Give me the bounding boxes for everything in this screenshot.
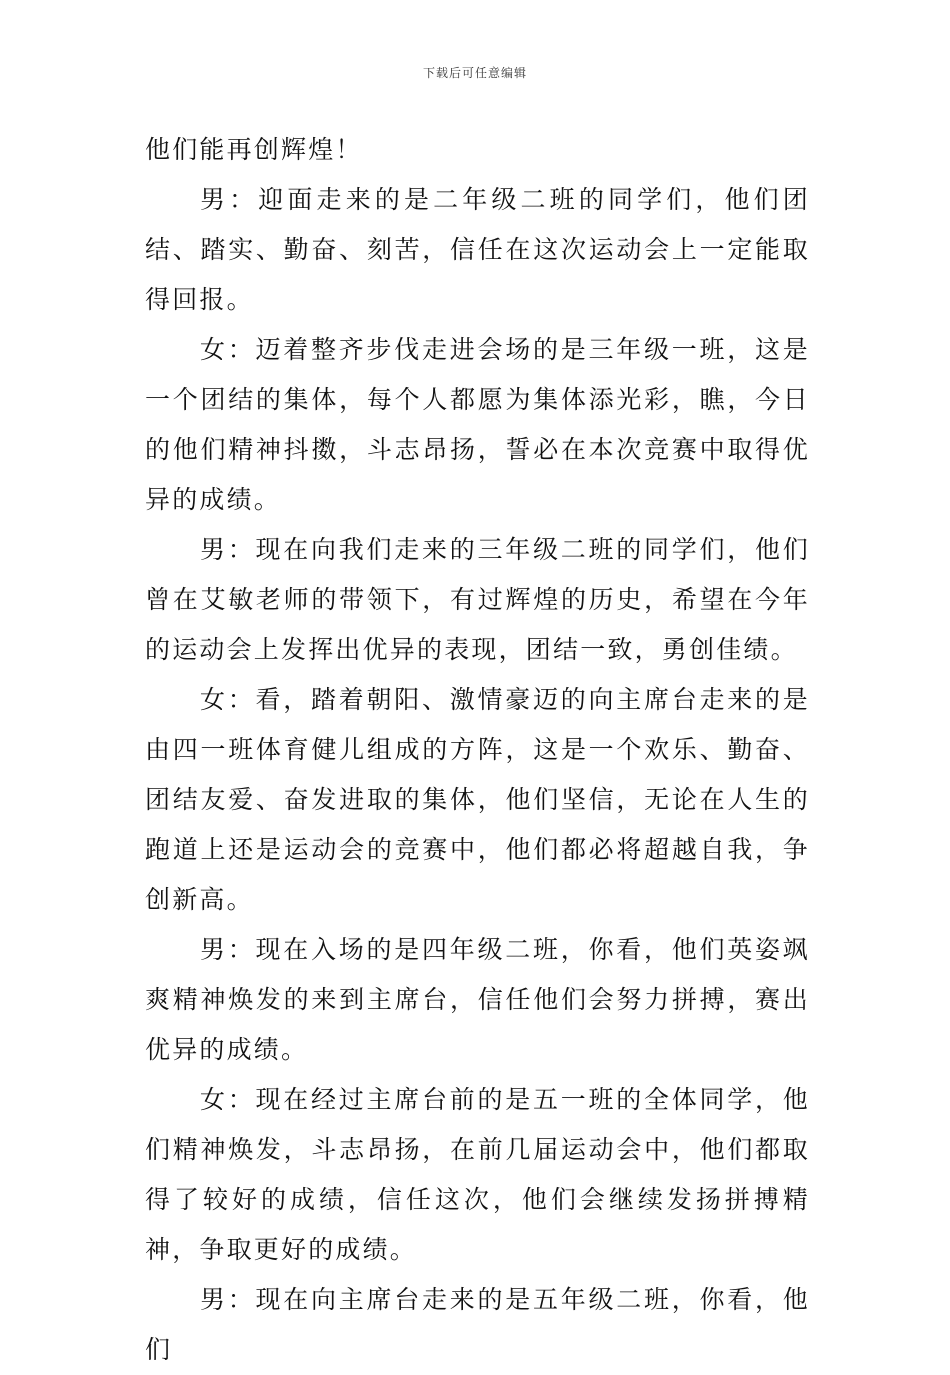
paragraph-2: 男：迎面走来的是二年级二班的同学们，他们团结、踏实、勤奋、刻苦，信任在这次运动会上一定能取得回报。: [145, 185, 810, 314]
paragraph-7: 女：现在经过主席台前的是五一班的全体同学，他们精神焕发，斗志昂扬，在前几届运动会中，他们都取得了较好的成绩，信任这次，他们会继续发扬拼搏精神，争取更好的成绩。: [145, 1085, 810, 1264]
paragraph-5: 女：看，踏着朝阳、激情豪迈的向主席台走来的是由四一班体育健儿组成的方阵，这是一个欢乐、勤奋、团结友爱、奋发进取的集体，他们坚信，无论在人生的跑道上还是运动会的竞赛中，他们都必将超越自我，争创新高。: [145, 685, 810, 914]
page-header: 下载后可任意编辑: [422, 66, 527, 80]
paragraph-1: 他们能再创辉煌！: [145, 135, 363, 164]
paragraph-6: 男：现在入场的是四年级二班，你看，他们英姿飒爽精神焕发的来到主席台，信任他们会努力拼搏，赛出优异的成绩。: [145, 935, 810, 1064]
document-body: [145, 125, 810, 1375]
paragraph-8: 男：现在向主席台走来的是五年级二班，你看，他们: [145, 1285, 810, 1364]
paragraph-3: 女：迈着整齐步伐走进会场的是三年级一班，这是一个团结的集体，每个人都愿为集体添光彩，瞧，今日的他们精神抖擞，斗志昂扬，誓必在本次竞赛中取得优异的成绩。: [145, 335, 810, 514]
paragraph-4: 男：现在向我们走来的三年级二班的同学们，他们曾在艾敏老师的带领下，有过辉煌的历史，希望在今年的运动会上发挥出优异的表现，团结一致，勇创佳绩。: [145, 535, 810, 664]
